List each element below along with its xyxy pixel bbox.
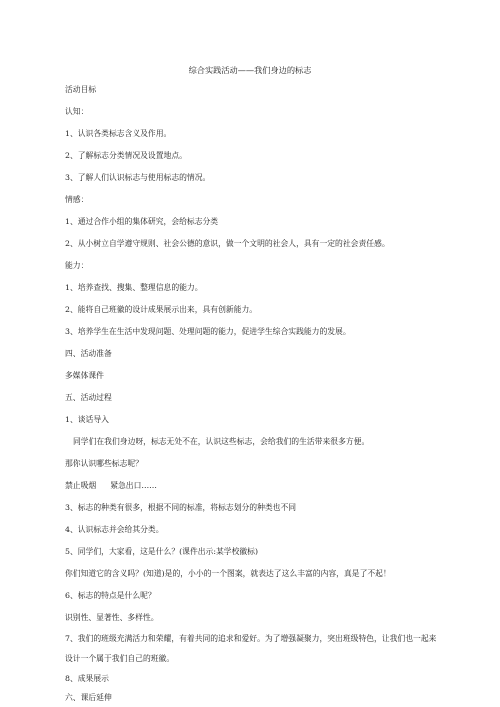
text-line: 3、培养学生在生活中发现问题、处理问题的能力，促进学生综合实践能力的发展。 bbox=[65, 327, 351, 336]
text-line: 1、培养查找、搜集、整理信息的能力。 bbox=[65, 283, 203, 292]
subheading-cognition: 认知： bbox=[65, 107, 89, 116]
text-line: 4、认识标志并会给其分类。 bbox=[65, 525, 164, 534]
text-paragraph: 7、我们的班级充满活力和荣耀，有着共同的追求和爱好。为了增强凝聚力，突出班级特色，让我们也一起来设计一个属于我们自己的班徽。 bbox=[65, 634, 437, 663]
sign-emergency-exit: 紧急出口…… bbox=[110, 481, 157, 490]
text-line: 1、谈话导入 bbox=[65, 415, 109, 424]
document-title: 综合实践活动——我们身边的标志 bbox=[188, 65, 312, 75]
section-heading-process: 五、活动过程 bbox=[65, 393, 112, 402]
text-line bbox=[65, 480, 157, 491]
text-line: 1、认识各类标志含义及作用。 bbox=[65, 129, 172, 138]
text-line: 多媒体课件 bbox=[65, 371, 104, 380]
section-heading-extension: 六、课后延伸 bbox=[65, 693, 112, 702]
text-line: 5、同学们，大家看，这是什么？(课件出示:某学校徽标) bbox=[65, 547, 258, 556]
subheading-ability: 能力： bbox=[65, 261, 89, 270]
text-line: 1、通过合作小组的集体研究，会给标志分类 bbox=[65, 217, 219, 226]
text-line: 2、了解标志分类情况及设置地点。 bbox=[65, 151, 187, 160]
text-line: 8、成果展示 bbox=[65, 674, 109, 683]
text-line: 同学们在我们身边呀，标志无处不在，认识这些标志，会给我们的生活带来很多方便。 bbox=[73, 437, 370, 446]
section-heading-preparation: 四、活动准备 bbox=[65, 349, 112, 358]
text-line: 识别性、显著性、多样性。 bbox=[65, 613, 159, 622]
text-line: 那你认识哪些标志呢？ bbox=[65, 459, 143, 468]
text-line: 3、了解人们认识标志与使用标志的情况。 bbox=[65, 173, 211, 182]
subheading-emotion: 情感： bbox=[65, 195, 89, 204]
text-line: 6、标志的特点是什么呢？ bbox=[65, 591, 156, 600]
text-line: 2、从小树立自学遵守规则、社会公德的意识，做一个文明的社会人，具有一定的社会责任感。 bbox=[65, 239, 390, 248]
sign-no-smoking: 禁止吸烟 bbox=[65, 481, 97, 490]
section-heading-goals: 活动目标 bbox=[65, 85, 97, 94]
text-line: 2、能将自己班徽的设计成果展示出来，具有创新能力。 bbox=[65, 305, 258, 314]
text-line: 3、标志的种类有很多，根据不同的标准，将标志划分的种类也不同 bbox=[65, 503, 297, 512]
text-line: 你们知道它的含义吗？(知道)是的，小小的一个图案，就表达了这么丰富的内容，真是了不起！ bbox=[65, 569, 391, 578]
